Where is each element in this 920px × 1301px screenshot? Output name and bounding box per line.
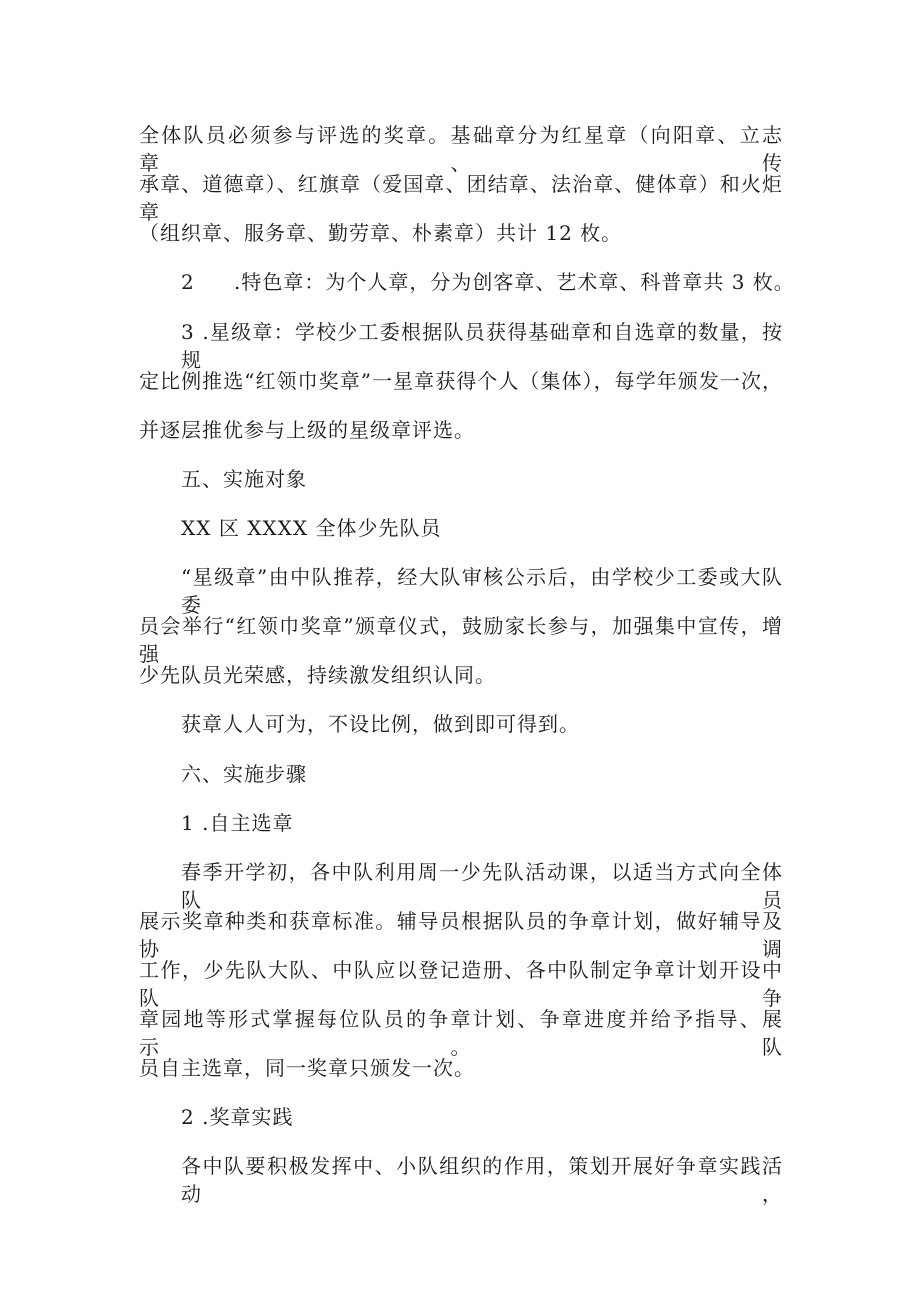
list-item-text: .特色章：为个人章，分为创客章、艺术章、科普章共 3 枚。 — [234, 270, 795, 294]
subsection-heading: 1 .自主选章 — [181, 811, 294, 835]
paragraph-line: XX 区 XXXX 全体少先队员 — [181, 516, 442, 540]
list-number: 2 — [181, 270, 195, 294]
paragraph-line: 员自主选章，同一奖章只颁发一次。 — [139, 1056, 475, 1080]
paragraph-line: 3 .星级章：学校少工委根据队员获得基础章和自选章的数量，按规 — [181, 320, 783, 372]
section-heading: 五、实施对象 — [181, 467, 307, 491]
paragraph-line: 承章、道德章）、红旗章（爱国章、团结章、法治章、健体章）和火炬章 — [139, 172, 783, 224]
paragraph-line: 全体队员必须参与评选的奖章。基础章分为红星章（向阳章、立志章、传 — [139, 123, 783, 175]
paragraph-line: 展示奖章种类和获章标准。辅导员根据队员的争章计划，做好辅导及协调 — [139, 909, 783, 961]
paragraph-line: “星级章”由中队推荐，经大队审核公示后，由学校少工委或大队委 — [181, 565, 783, 617]
paragraph-line: 春季开学初，各中队利用周一少先队活动课，以适当方式向全体队员 — [181, 860, 783, 912]
section-heading: 六、实施步骤 — [181, 762, 307, 786]
paragraph-line: （组织章、服务章、勤劳章、朴素章）共计 12 枚。 — [139, 221, 623, 245]
paragraph-line: 员会举行“红领巾奖章”颁章仪式，鼓励家长参与，加强集中宣传，增强 — [139, 614, 783, 666]
paragraph-line: 少先队员光荣感，持续激发组织认同。 — [139, 663, 496, 687]
paragraph-line: 并逐层推优参与上级的星级章评选。 — [139, 418, 475, 442]
paragraph-line: 章园地等形式掌握每位队员的争章计划、争章进度并给予指导、展示。队 — [139, 1007, 783, 1059]
paragraph-line: 定比例推选“红领巾奖章”一星章获得个人（集体），每学年颁发一次， — [139, 369, 783, 393]
paragraph-line: 各中队要积极发挥中、小队组织的作用，策划开展好争章实践活动， — [181, 1154, 783, 1206]
subsection-heading: 2 .奖章实践 — [181, 1105, 294, 1129]
paragraph-line: 工作，少先队大队、中队应以登记造册、各中队制定争章计划开设中队争 — [139, 958, 783, 1010]
paragraph-line: 获章人人可为，不设比例，做到即可得到。 — [181, 712, 580, 736]
